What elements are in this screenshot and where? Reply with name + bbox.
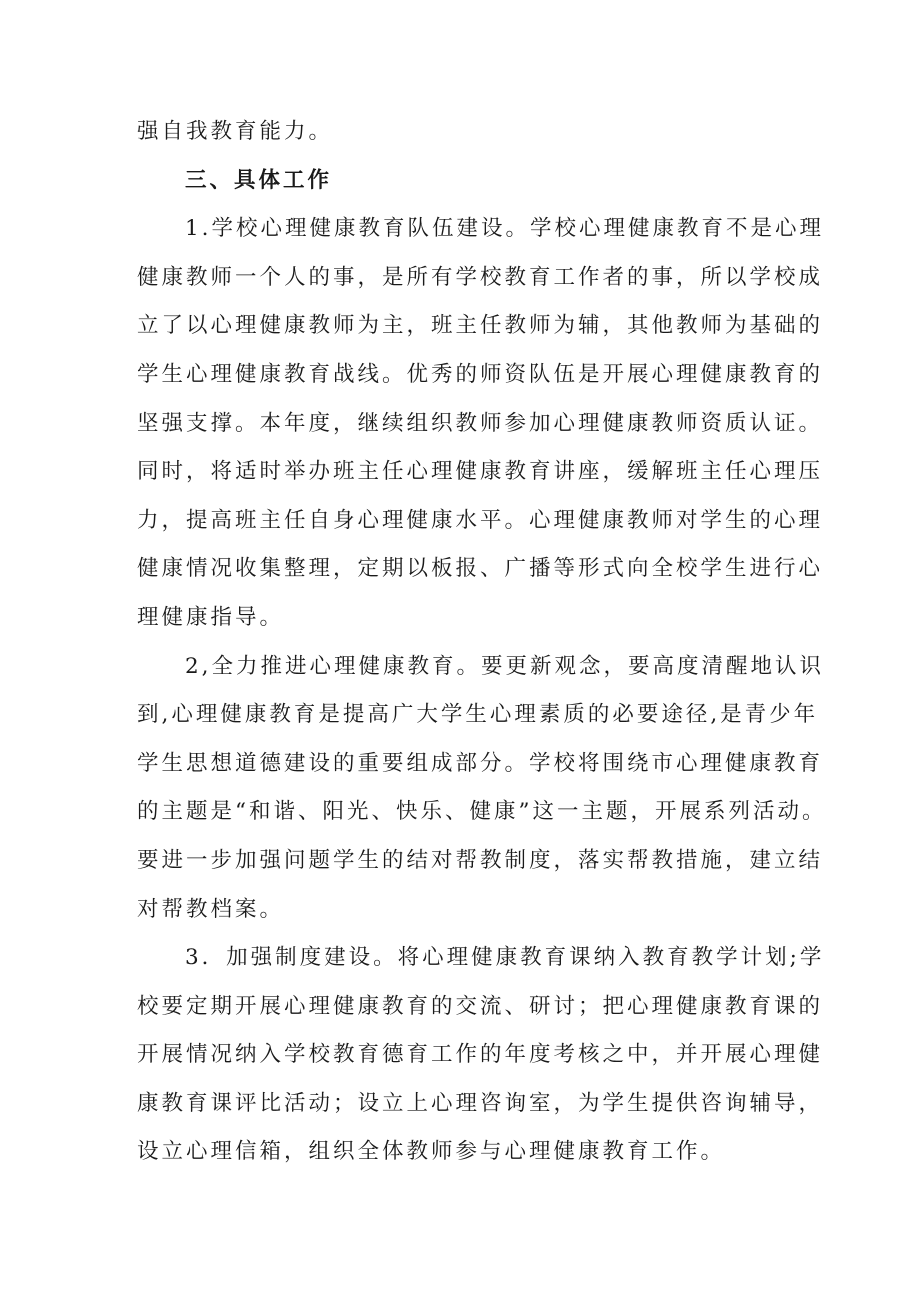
text-line: 学生思想道德建设的重要组成部分。学校将围绕市心理健康教育	[137, 750, 824, 776]
text-line: 健康教师一个人的事，是所有学校教育工作者的事，所以学校成	[137, 264, 824, 290]
text-line: 理健康指导。	[137, 604, 285, 630]
document-body	[137, 108, 827, 1177]
text-line: 力，提高班主任自身心理健康水平。心理健康教师对学生的心理	[137, 507, 824, 533]
text-line: 坚强支撑。本年度，继续组织教师参加心理健康教师资质认证。	[137, 410, 824, 436]
text-line: 同时，将适时举办班主任心理健康教育讲座，缓解班主任心理压	[137, 459, 824, 485]
text-line: 校要定期开展心理健康教育的交流、研讨；把心理健康教育课的	[137, 993, 824, 1019]
text-line: 开展情况纳入学校教育德育工作的年度考核之中，并开展心理健	[137, 1042, 824, 1068]
text-line: 强自我教育能力。	[137, 119, 334, 144]
text-line: 的主题是“和谐、阳光、快乐、健康”这一主题，开展系列活动。	[137, 799, 827, 825]
text-line: 康教育课评比活动；设立上心理咨询室，为学生提供咨询辅导，	[137, 1090, 824, 1116]
section-heading: 三、具体工作	[185, 167, 333, 193]
text-line: 学生心理健康教育战线。优秀的师资队伍是开展心理健康教育的	[137, 361, 824, 387]
text-line: 对帮教档案。	[137, 896, 285, 922]
text-line: 1.学校心理健康教育队伍建设。学校心理健康教育不是心理	[185, 216, 825, 242]
text-line: 健康情况收集整理，定期以板报、广播等形式向全校学生进行心	[137, 556, 824, 582]
text-line: 立了以心理健康教师为主，班主任教师为辅，其他教师为基础的	[137, 313, 824, 339]
text-line: 到,心理健康教育是提高广大学生心理素质的必要途径,是青少年	[137, 702, 819, 728]
text-line: 要进一步加强问题学生的结对帮教制度，落实帮教措施，建立结	[137, 847, 824, 873]
text-line: 2,全力推进心理健康教育。要更新观念，要高度清醒地认识	[185, 653, 825, 679]
text-line: 设立心理信箱，组织全体教师参与心理健康教育工作。	[137, 1139, 726, 1165]
text-line: 3．加强制度建设。将心理健康教育课纳入教育教学计划;学	[185, 945, 825, 971]
